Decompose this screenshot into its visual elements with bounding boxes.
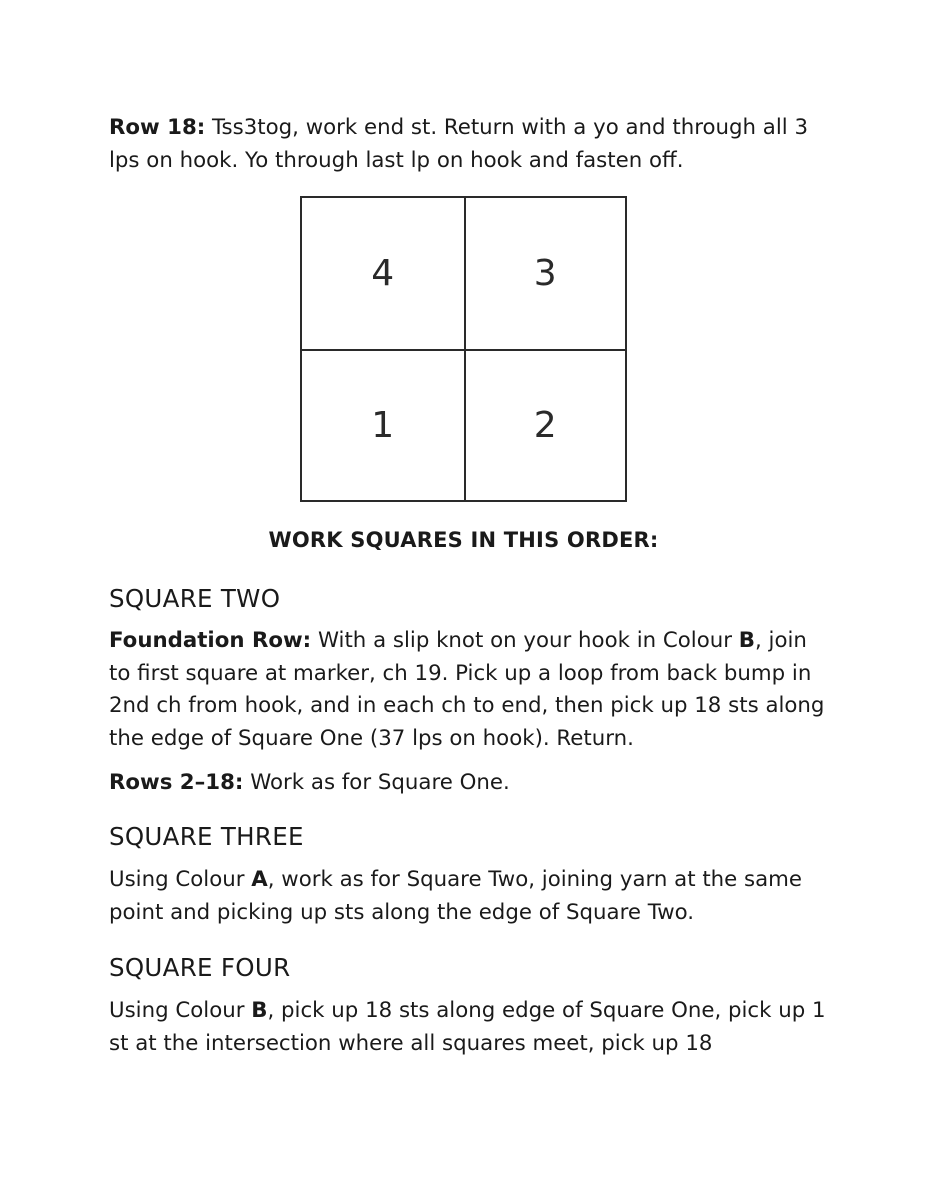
diagram-cell-bottom-left: 1 [302, 349, 464, 500]
foundation-label: Foundation Row: [109, 628, 312, 653]
row-text: Tss3tog, work end st. Return with a yo and through all 3 lps on hook. Yo through last lp on hook and fasten off. [109, 115, 808, 173]
square-two-heading: SQUARE TWO [109, 584, 281, 613]
square-two-rows [109, 767, 829, 800]
rows-label: Rows 2–18: [109, 770, 244, 795]
diagram-cell-top-right: 3 [464, 198, 626, 349]
square-four-colour: B [251, 998, 268, 1023]
diagram-caption: WORK SQUARES IN THIS ORDER: [268, 528, 659, 552]
diagram-cell-top-left: 4 [371, 253, 395, 294]
foundation-text-1: With a slip knot on your hook in Colour [311, 628, 739, 653]
square-three-text-2: , work as for Square Two, joining yarn at the same point and picking up sts along the edge of Square Two. [109, 867, 803, 925]
square-four-paragraph [109, 995, 829, 1060]
rows-text: Work as for Square One. [243, 770, 510, 795]
square-four-text-1: Using Colour [109, 998, 252, 1023]
square-three-paragraph [109, 864, 829, 929]
square-two-foundation [109, 625, 829, 755]
square-four-heading: SQUARE FOUR [109, 953, 291, 982]
square-four-text-2: , pick up 18 sts along edge of Square One, pick up 1 st at the intersection where all squares meet, pick up 18 [109, 998, 826, 1056]
row-18-paragraph [109, 112, 829, 177]
square-three-text-1: Using Colour [109, 867, 252, 892]
foundation-colour: B [738, 628, 755, 653]
square-order-diagram [300, 196, 627, 502]
square-three-colour: A [251, 867, 268, 892]
row-label: Row 18: [109, 115, 206, 140]
foundation-text-2: , join to first square at marker, ch 19. Pick up a loop from back bump in 2nd ch from hook, and in each ch to end, then pick up 18 sts along the edge of Square One (37 lps on hook). Return. [109, 628, 825, 751]
diagram-cell-bottom-right: 2 [464, 349, 626, 500]
square-three-heading: SQUARE THREE [109, 822, 304, 851]
